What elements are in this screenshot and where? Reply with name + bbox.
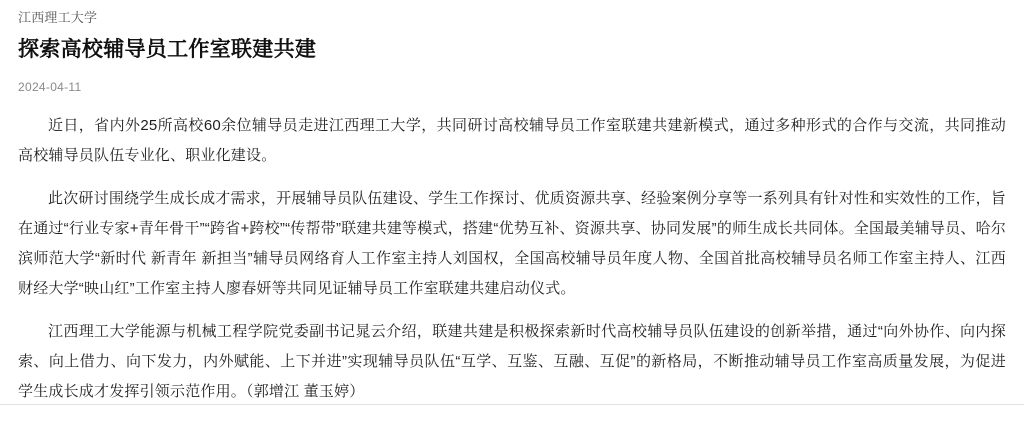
- footer-divider: [0, 404, 1024, 405]
- article-paragraph: 此次研讨围绕学生成长成才需求，开展辅导员队伍建设、学生工作探讨、优质资源共享、经验案例分享等一系列具有针对性和实效性的工作，旨在通过“行业专家+青年骨干”“跨省+跨校”“传帮带”联建共建等模式，搭建“优势互补、资源共享、协同发展”的师生成长共同体。全国最美辅导员、哈尔滨师范大学“新时代 新青年 新担当”辅导员网络育人工作室主持人刘国权，全国高校辅导员年度人物、全国首批高校辅导员名师工作室主持人、江西财经大学“映山红”工作室主持人廖春妍等共同见证辅导员工作室联建共建启动仪式。: [18, 190, 1006, 298]
- article-body: [18, 111, 1006, 407]
- article-source: 江西理工大学: [18, 10, 98, 25]
- page-title: 探索高校辅导员工作室联建共建: [18, 38, 317, 61]
- article-date: 2024-04-11: [18, 80, 82, 95]
- article-paragraph: 近日，省内外25所高校60余位辅导员走进江西理工大学，共同研讨高校辅导员工作室联建共建新模式，通过多种形式的合作与交流，共同推动高校辅导员队伍专业化、职业化建设。: [18, 117, 1006, 165]
- article-paragraph: 江西理工大学能源与机械工程学院党委副书记晁云介绍，联建共建是积极探索新时代高校辅导员队伍建设的创新举措，通过“向外协作、向内探索、向上借力、向下发力，内外赋能、上下并进”实现辅导员队伍“互学、互鉴、互融、互促”的新格局，不断推动辅导员工作室高质量发展，为促进学生成长成才发挥引领示范作用。（郭增江 董玉婷）: [18, 323, 1006, 401]
